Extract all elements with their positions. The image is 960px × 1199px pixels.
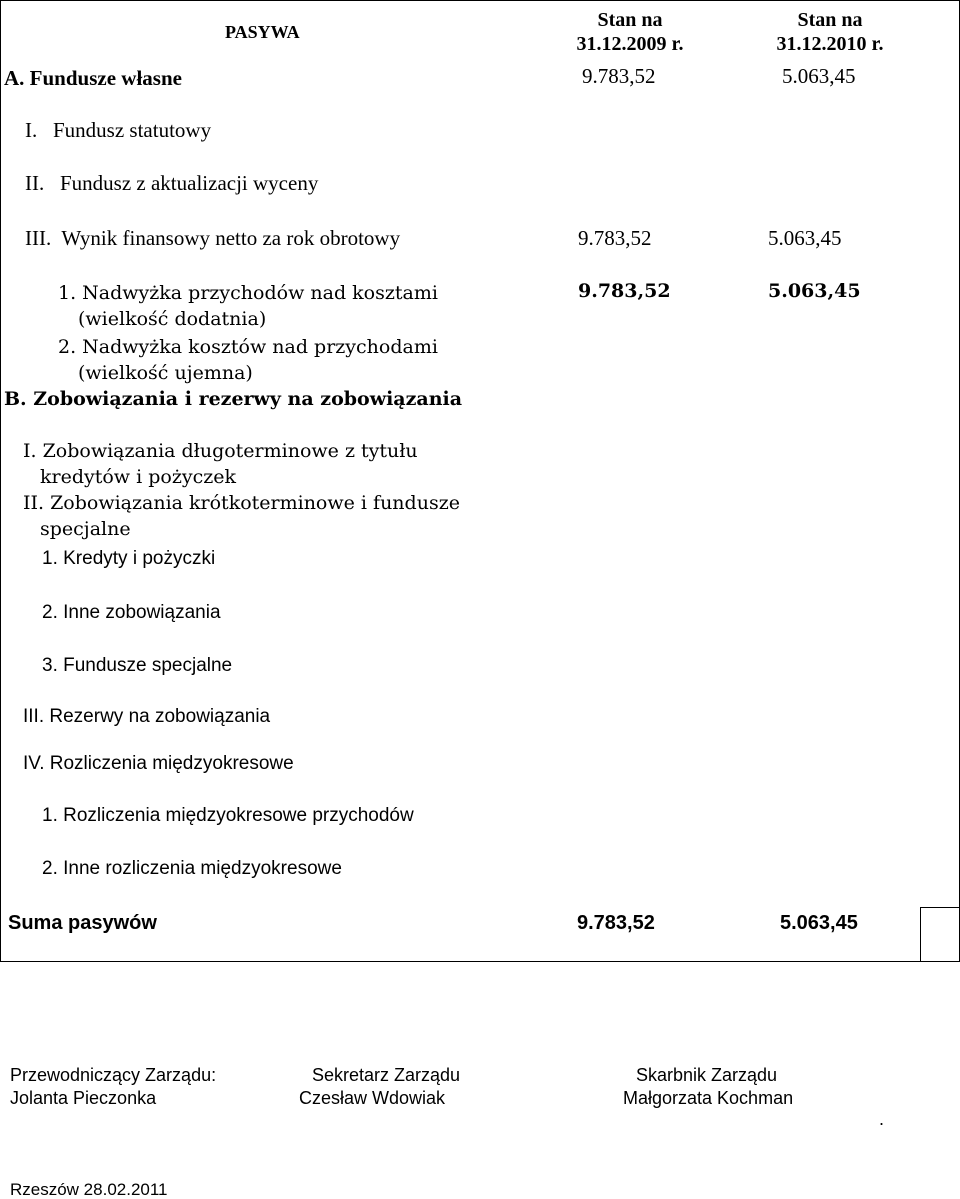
row-a3-value-2010: 5.063,45 bbox=[768, 226, 842, 250]
stray-dot: . bbox=[879, 1109, 885, 1129]
row-a3-1-value-2009: 9.783,52 bbox=[578, 280, 671, 302]
sum-row-value-2009: 9.783,52 bbox=[577, 912, 655, 934]
secretary-title: Sekretarz Zarządu bbox=[312, 1065, 461, 1085]
header-col-2009: Stan na 31.12.2009 r. bbox=[576, 9, 684, 55]
row-b-label: B. Zobowiązania i rezerwy na zobowiązania bbox=[4, 388, 463, 410]
row-b1-label-2: kredytów i pożyczek bbox=[40, 466, 236, 488]
place-date: Rzeszów 28.02.2011 bbox=[10, 1180, 168, 1199]
chair-name: Jolanta Pieczonka bbox=[10, 1088, 157, 1108]
sum-row-value-2010: 5.063,45 bbox=[780, 912, 858, 934]
row-b2-3-label: 3. Fundusze specjalne bbox=[42, 655, 233, 676]
row-b2-2-label: 2. Inne zobowiązania bbox=[42, 602, 221, 623]
row-a3-value-2009: 9.783,52 bbox=[578, 226, 652, 250]
sum-row-top-border bbox=[920, 907, 960, 908]
row-b1-label: I. Zobowiązania długoterminowe z tytułu bbox=[23, 440, 418, 462]
treasurer-title: Skarbnik Zarządu bbox=[636, 1065, 778, 1085]
secretary-name: Czesław Wdowiak bbox=[299, 1088, 446, 1108]
row-a-label: A. Fundusze własne bbox=[4, 66, 182, 90]
row-a-value-2009: 9.783,52 bbox=[582, 64, 656, 88]
row-a3-1-value-2010: 5.063,45 bbox=[768, 280, 861, 302]
sum-row-divider bbox=[920, 907, 921, 962]
header-col-2010: Stan na 31.12.2010 r. bbox=[776, 9, 884, 55]
row-a3-label: III. Wynik finansowy netto za rok obrotowy bbox=[25, 226, 401, 250]
row-a2-label: II. Fundusz z aktualizacji wyceny bbox=[25, 171, 319, 195]
row-b2-label-2: specjalne bbox=[40, 518, 131, 540]
table-top-border bbox=[0, 0, 960, 1]
row-b4-1-label: 1. Rozliczenia międzyokresowe przychodów bbox=[42, 805, 414, 826]
row-a3-2-label-2: (wielkość ujemna) bbox=[78, 362, 253, 384]
row-a-value-2010: 5.063,45 bbox=[782, 64, 856, 88]
row-b2-1-label: 1. Kredyty i pożyczki bbox=[42, 548, 216, 569]
row-a1-label: I. Fundusz statutowy bbox=[25, 118, 212, 142]
row-b4-2-label: 2. Inne rozliczenia międzyokresowe bbox=[42, 858, 342, 879]
row-b3-label: III. Rezerwy na zobowiązania bbox=[23, 706, 271, 727]
row-b2-label: II. Zobowiązania krótkoterminowe i fundusze bbox=[23, 492, 460, 514]
sum-row-label: Suma pasywów bbox=[8, 912, 157, 934]
treasurer-name: Małgorzata Kochman bbox=[623, 1088, 794, 1108]
row-a3-1-label: 1. Nadwyżka przychodów nad kosztami bbox=[58, 282, 438, 304]
row-b4-label: IV. Rozliczenia międzyokresowe bbox=[23, 753, 294, 774]
row-a3-2-label: 2. Nadwyżka kosztów nad przychodami bbox=[58, 336, 438, 358]
table-left-border bbox=[0, 0, 1, 962]
table-bottom-border bbox=[0, 961, 960, 962]
header-pasywa: PASYWA bbox=[225, 22, 300, 42]
row-a3-1-label-2: (wielkość dodatnia) bbox=[78, 308, 267, 330]
chair-title: Przewodniczący Zarządu: bbox=[10, 1065, 217, 1085]
